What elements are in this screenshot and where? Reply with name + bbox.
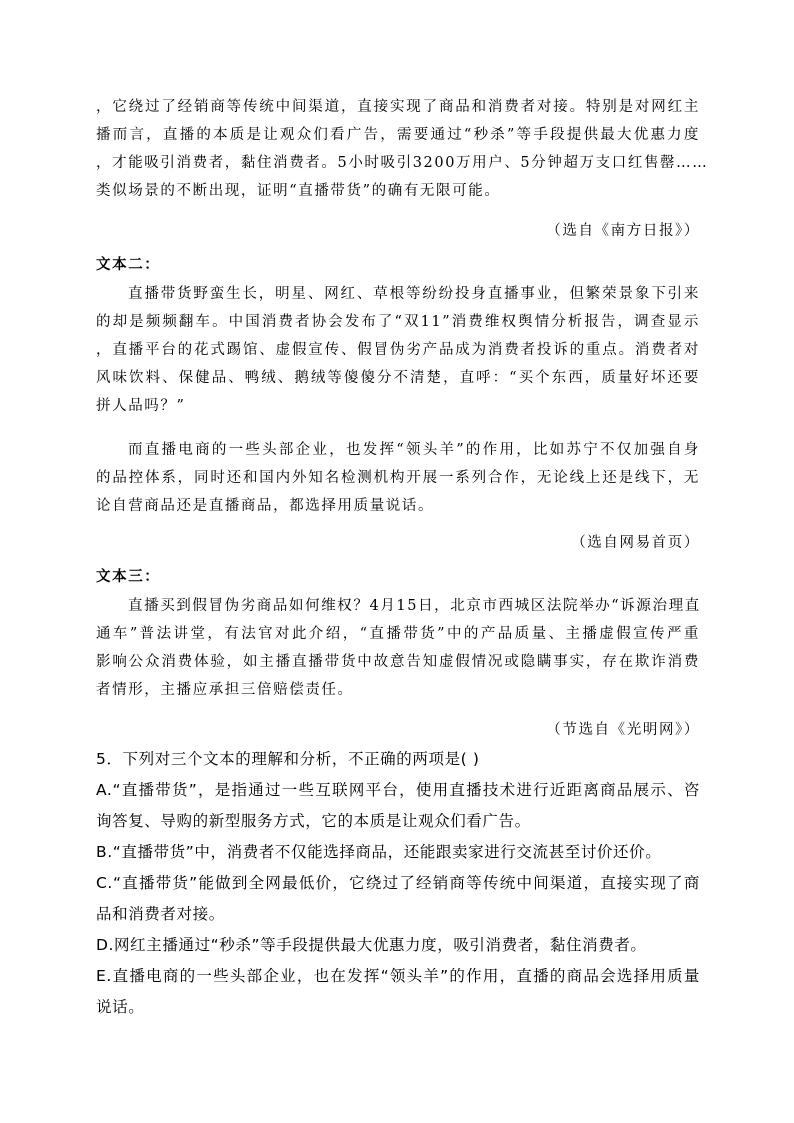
option-e-line: E.直播电商的一些头部企业，也在发挥“领头羊”的作用，直播的商品会选择用质量 [96,967,700,985]
option-e-line: 说话。 [96,998,145,1016]
text2-line: 而直播电商的一些头部企业，也发挥“领头羊”的作用，比如苏宁不仅加强自身 [128,442,700,458]
option-a[interactable] [96,775,700,837]
question-5 [96,744,700,1023]
text2-paragraph-2 [96,436,700,520]
text1-line: ，才能吸引消费者，黏住消费者。5小时吸引3200万用户、5分钟超万支口红售罄…… [96,155,709,171]
text3-line: 直播买到假冒伪劣商品如何维权？4月15日，北京市西城区法院举办“诉源治理直 [128,598,701,614]
text2-paragraph-1 [96,280,700,420]
option-b-line: B.“直播带货”中，消费者不仅能选择商品，还能跟卖家进行交流甚至讨价还价。 [96,843,662,861]
option-b[interactable] [96,837,700,868]
option-c[interactable] [96,868,700,930]
text2-line: 论自营商品还是直播商品，都选择用质量说话。 [96,498,435,514]
text3-line: 者情形，主播应承担三倍赔偿责任。 [96,682,354,698]
text3-heading: 文本三： [96,568,161,585]
text2-line: 的却是频频翻车。中国消费者协会发布了“双11”消费维权舆情分析报告，调查显示 [96,314,700,330]
text1-passage [96,93,709,205]
option-d-line: D.网红主播通过“秒杀”等手段提供最大优惠力度，吸引消费者，黏住消费者。 [96,936,647,954]
option-c-line: 品和消费者对接。 [96,905,225,923]
option-c-line: C.“直播带货”能做到全网最低价，它绕过了经销商等传统中间渠道，直接实现了商 [96,874,700,892]
option-d[interactable] [96,930,700,961]
text2-line: 风味饮料、保健品、鸭绒、鹅绒等傻傻分不清楚，直呼：“买个东西，质量好坏还要 [96,370,700,386]
text1-line: 类似场景的不断出现，证明“直播带货”的确有无限可能。 [96,183,501,199]
text3-line: 影响公众消费体验，如主播直播带货中故意告知虚假情况或隐瞒事实，存在欺诈消费 [96,654,700,670]
text3-source: （节选自《光明网》） [546,722,700,738]
question-stem: 5．下列对三个文本的理解和分析，不正确的两项是( ) [96,750,480,768]
text3-paragraph-1 [96,592,700,704]
text1-line: ，它绕过了经销商等传统中间渠道，直接实现了商品和消费者对接。特别是对网红主 [96,99,700,115]
option-e[interactable] [96,961,700,1023]
text2-line: ，直播平台的花式踢馆、虚假宣传、假冒伪劣产品成为消费者投诉的重点。消费者对 [96,342,700,358]
text3-line: 通车”普法讲堂，有法官对此介绍，“直播带货”中的产品质量、主播虚假宣传严重 [96,626,700,642]
option-a-line: A.“直播带货”，是指通过一些互联网平台，使用直播技术进行近距离商品展示、咨 [96,781,700,799]
text2-source: （选自网易首页） [571,535,700,551]
text2-heading: 文本二： [96,256,161,273]
option-a-line: 询答复、导购的新型服务方式，它的本质是让观众们看广告。 [96,812,531,830]
text1-line: 播而言，直播的本质是让观众们看广告，需要通过“秒杀”等手段提供最大优惠力度 [96,127,700,143]
text2-line: 的品控体系，同时还和国内外知名检测机构开展一系列合作，无论线上还是线下，无 [96,470,700,486]
text2-line: 直播带货野蛮生长，明星、网红、草根等纷纷投身直播事业，但繁荣景象下引来 [128,286,700,302]
text1-source: （选自《南方日报》） [546,223,700,239]
text2-line: 拼人品吗？” [96,398,186,414]
